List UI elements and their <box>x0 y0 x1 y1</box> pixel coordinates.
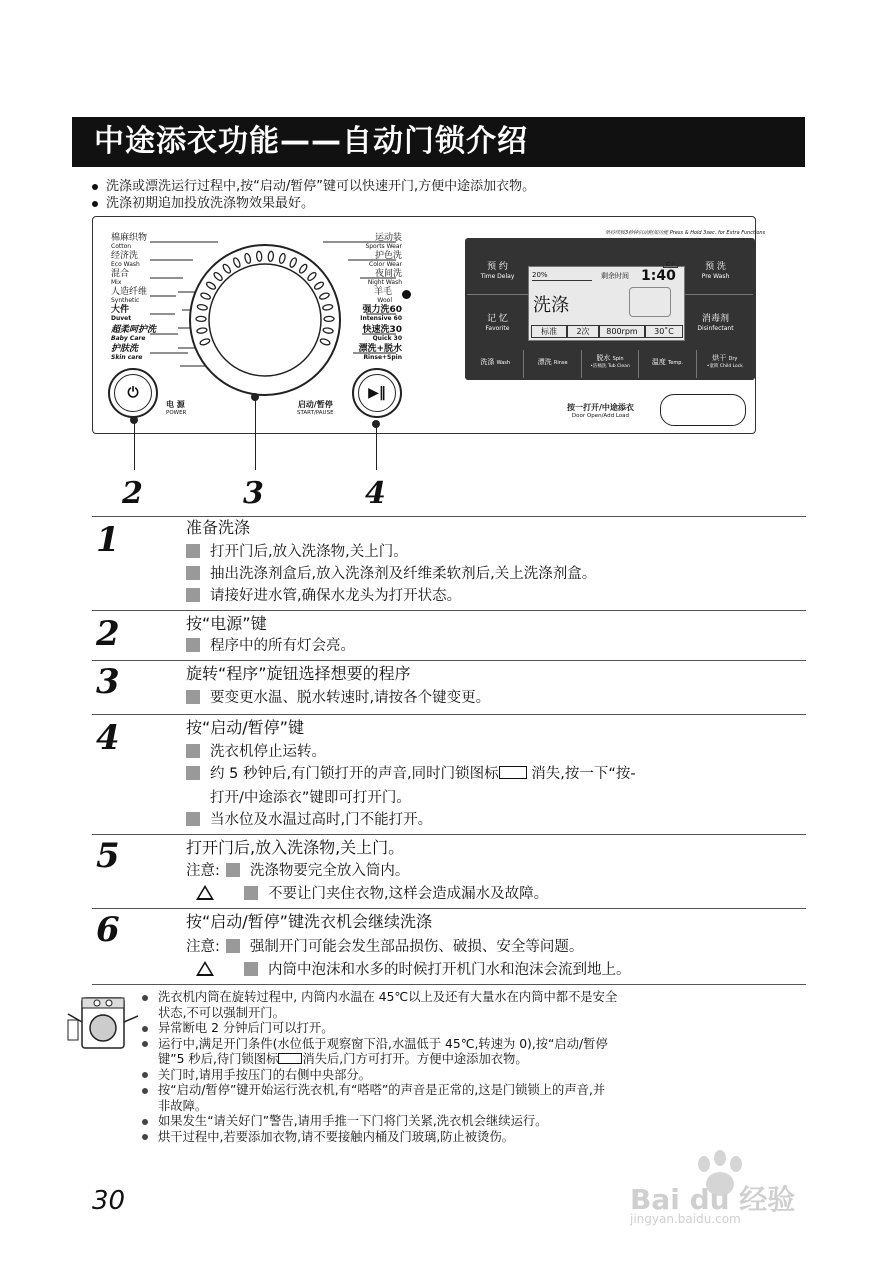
door-open-label: 按一打开/中途添衣 Door Open/Add Load <box>567 403 634 419</box>
page-title: 中途添衣功能——自动门锁介绍 <box>72 117 805 167</box>
lcd-rpm: 800rpm <box>599 325 645 338</box>
lcd-time: 1:40 <box>641 268 676 284</box>
note-list <box>158 990 806 1145</box>
tab-dry[interactable]: 烘干 Dry •童锁 Child Lock <box>706 354 743 369</box>
washing-machine-mascot-icon <box>64 992 144 1054</box>
divider <box>92 516 806 517</box>
divider <box>92 610 806 611</box>
step-line: 程序中的所有灯会亮。 <box>186 636 355 657</box>
callout-line-3 <box>255 398 256 470</box>
lcd-progress: 20% <box>532 271 548 279</box>
callout-line-4 <box>376 424 377 470</box>
step-number: 1 <box>96 520 120 560</box>
display-tabs <box>467 350 753 378</box>
callout-number-2: 2 <box>122 476 143 511</box>
step-number: 2 <box>96 614 120 654</box>
program-cotton: 棉麻织物 Cotton <box>111 233 148 250</box>
page-number: 30 <box>92 1186 126 1216</box>
program-skin-care: 护肤洗 Skin care <box>111 344 143 361</box>
step-line: 注意: 洗涤物要完全放入筒内。 <box>186 863 410 879</box>
program-rinse-spin: 漂洗+脱水 Rinse+Spin <box>358 344 402 361</box>
play-pause-icon: ▶‖ <box>358 374 396 412</box>
step-line: 请接好进水管,确保水龙头为打开状态。 <box>186 586 461 607</box>
lcd-temp: 30˚C <box>645 325 683 338</box>
step-line: 打开门后,放入洗涤物,关上门。 <box>186 542 408 563</box>
step-line: 注意: 强制开门可能会发生部品损伤、破损、安全等问题。 <box>186 939 584 955</box>
divider <box>92 984 806 985</box>
divider <box>92 660 806 661</box>
lcd-screen <box>528 261 685 341</box>
step-title: 按“电源”键 <box>186 614 267 633</box>
divider <box>92 908 806 909</box>
note-item: 键”5 秒后,待门锁图标 消失后,门方可打开。方便中途添加衣物。 <box>158 1052 528 1066</box>
step-line: 洗衣机停止运转。 <box>186 742 326 763</box>
lcd-remaining-label: 剩余时间 <box>601 272 629 280</box>
step-line: 内筒中泡沫和水多的时候打开机门水和泡沫会流到地上。 <box>196 960 631 981</box>
program-sports: 运动装 Sports Wear <box>365 233 402 250</box>
program-night: 夜间洗 Night Wash <box>367 269 402 286</box>
step-line: 打开/中途添衣”键即可打开门。 <box>210 790 411 806</box>
note-item: 洗衣机内筒在旋转过程中, 内筒内水温在 45℃以上及还有大量水在内筒中都不是安全 <box>158 990 806 1006</box>
start-pause-button[interactable] <box>352 368 402 418</box>
program-baby-care: 超柔呵护洗 Baby Care <box>111 325 157 342</box>
lcd-progress-line <box>532 280 592 281</box>
baidu-watermark: Bai du 经验 jingyan.baidu.com <box>630 1150 830 1220</box>
lcd-standard: 标准 <box>531 325 567 338</box>
program-color: 护色洗 Color Wear <box>369 251 402 268</box>
lcd-mode: 洗涤 <box>533 295 569 316</box>
step-number: 4 <box>96 718 120 758</box>
callout-dot-3 <box>251 393 259 401</box>
program-quick: 快速洗30 Quick 30 <box>362 325 402 342</box>
power-label: 电 源 POWER <box>166 400 187 416</box>
step-line: 要变更水温、脱水转速时,请按各个键变更。 <box>186 688 490 709</box>
callout-dot-2 <box>130 416 138 424</box>
note-item: 运行中,满足开门条件(水位低于观察窗下沿,水温低于 45℃,转速为 0),按“启动/暂停 <box>158 1037 806 1053</box>
lcd-wash-illustration <box>629 287 671 317</box>
step-number: 5 <box>96 836 120 876</box>
step-title: 旋转“程序”旋钮选择想要的程序 <box>186 664 411 683</box>
time-delay-button[interactable]: 预 约 Time Delay <box>480 262 515 280</box>
display-hint: 单持续按3秒钟启动附加功能 Press & Hold 3sec. for Extra Functions <box>605 230 766 236</box>
callout-line-2 <box>134 420 135 470</box>
step-line: 当水位及水温过高时,门不能打开。 <box>186 810 432 831</box>
callout-dot-4 <box>372 420 380 428</box>
step-title: 打开门后,放入洗涤物,关上门。 <box>186 838 405 857</box>
note-item: 关门时,请用手按压门的右侧中央部分。 <box>158 1068 806 1084</box>
note-item: 烘干过程中,若要添加衣物,请不要接触内桶及门玻璃,防止被烫伤。 <box>158 1130 806 1146</box>
door-lock-icon <box>499 766 527 779</box>
note-item: 非故障。 <box>158 1098 208 1113</box>
callout-number-3: 3 <box>243 476 264 511</box>
wool-icon <box>402 290 411 299</box>
power-button[interactable] <box>108 368 158 418</box>
tab-temp[interactable]: 温度 Temp. <box>639 350 696 378</box>
step-title: 按“启动/暂停”键 <box>186 718 304 737</box>
note-item: 异常断电 2 分钟后门可以打开。 <box>158 1021 806 1037</box>
power-icon: ⏻ <box>114 374 152 412</box>
tab-rinse[interactable]: 漂洗 Rinse <box>524 350 581 378</box>
program-mix: 混合 Mix <box>111 269 130 286</box>
program-synthetic: 人造纤维 Synthetic <box>111 287 148 304</box>
note-item: 按“启动/暂停”键开始运行洗衣机,有“嗒嗒”的声音是正常的,这是门锁锁上的声音,并 <box>158 1083 806 1099</box>
step-line: 不要让门夹住衣物,这样会造成漏水及故障。 <box>196 884 548 905</box>
tab-spin[interactable]: 脱水 Spin •洁桶洗 Tub Clean <box>582 350 639 378</box>
lcd-lock-icon: ⊏◦ <box>663 261 678 268</box>
program-intensive: 强力洗60 Intensive 60 <box>360 305 402 322</box>
step-number: 3 <box>96 662 120 702</box>
note-item: 状态,不可以强制开门。 <box>158 1005 285 1020</box>
note-item: 如果发生“请关好门”警告,请用手推一下门将门关紧,洗衣机会继续运行。 <box>158 1114 806 1130</box>
step-title: 按“启动/暂停”键洗衣机会继续洗涤 <box>186 912 432 931</box>
favorite-button[interactable]: 记 忆 Favorite <box>485 314 510 332</box>
tab-wash[interactable]: 洗涤 Wash <box>467 350 524 378</box>
warning-icon <box>196 961 214 976</box>
divider <box>92 834 806 835</box>
start-pause-label: 启动/暂停 START/PAUSE <box>297 400 334 416</box>
program-leader-lines <box>148 238 398 368</box>
door-lock-icon <box>278 1053 302 1064</box>
prewash-button[interactable]: 预 洗 Pre Wash <box>701 262 730 280</box>
program-wool: 羊毛 Wool <box>373 287 392 304</box>
intro-bullet: 洗涤或漂洗运行过程中,按“启动/暂停”键可以快速开门,方便中途添加衣物。 <box>92 178 535 195</box>
callout-number-4: 4 <box>365 476 386 511</box>
intro-bullet: 洗涤初期追加投放洗涤物效果最好。 <box>92 195 314 212</box>
disinfectant-button[interactable]: 消毒剂 Disinfectant <box>697 314 734 332</box>
step-number: 6 <box>96 910 120 950</box>
program-eco: 经济洗 Eco Wash <box>111 251 140 268</box>
warning-icon <box>196 885 214 900</box>
lcd-rinse: 2次 <box>567 325 599 338</box>
program-duvet: 大件 Duvet <box>111 305 132 322</box>
step-line: 约 5 秒钟后,有门锁打开的声音,同时门锁图标 消失,按一下“按- <box>186 764 636 785</box>
divider <box>92 714 806 715</box>
step-title: 准备洗涤 <box>186 518 251 537</box>
step-line: 抽出洗涤剂盒后,放入洗涤剂及纤维柔软剂后,关上洗涤剂盒。 <box>186 564 596 585</box>
door-open-button[interactable] <box>660 394 746 426</box>
